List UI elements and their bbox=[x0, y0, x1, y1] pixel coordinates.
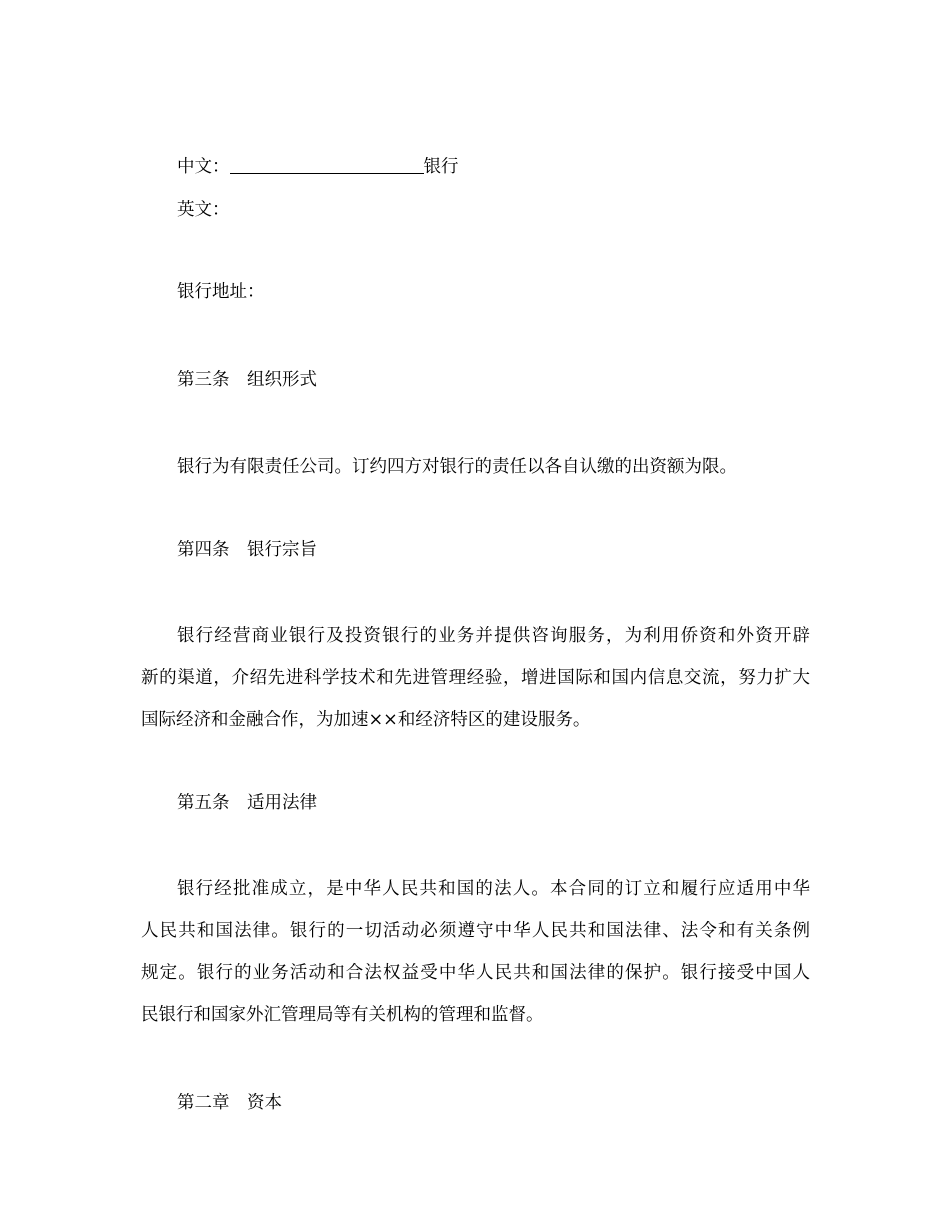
article-5-line: 民银行和国家外汇管理局等有关机构的管理和监督。 bbox=[141, 1005, 544, 1025]
article-5-line: 银行经批准成立，是中华人民共和国的法人。本合同的订立和履行应适用中华 bbox=[177, 879, 810, 899]
chinese-name-suffix: 银行 bbox=[423, 157, 459, 177]
chinese-name-field bbox=[177, 156, 810, 178]
article-4-line: 新的渠道，介绍先进科学技术和先进管理经验，增进国际和国内信息交流，努力扩大 bbox=[141, 668, 810, 688]
english-name-label: 英文： bbox=[177, 200, 230, 220]
chinese-name-label: 中文： bbox=[177, 157, 230, 177]
article-3-text: 银行为有限责任公司。订约四方对银行的责任以各自认缴的出资额为限。 bbox=[177, 457, 737, 477]
article-4-heading: 第四条 银行宗旨 bbox=[177, 540, 317, 560]
article-5-line: 人民共和国法律。银行的一切活动必须遵守中华人民共和国法律、法令和有关条例 bbox=[141, 921, 810, 941]
article-5-line: 规定。银行的业务活动和合法权益受中华人民共和国法律的保护。银行接受中国人 bbox=[141, 963, 810, 983]
chinese-name-blank[interactable] bbox=[230, 157, 424, 174]
article-5-heading: 第五条 适用法律 bbox=[177, 793, 317, 813]
article-4-line: 国际经济和金融合作，为加速××和经济特区的建设服务。 bbox=[141, 710, 591, 730]
article-4-line: 银行经营商业银行及投资银行的业务并提供咨询服务，为利用侨资和外资开辟 bbox=[177, 626, 810, 646]
chapter-2-heading: 第二章 资本 bbox=[177, 1093, 282, 1113]
article-3-heading: 第三条 组织形式 bbox=[177, 370, 317, 390]
bank-address-label: 银行地址： bbox=[177, 282, 265, 302]
